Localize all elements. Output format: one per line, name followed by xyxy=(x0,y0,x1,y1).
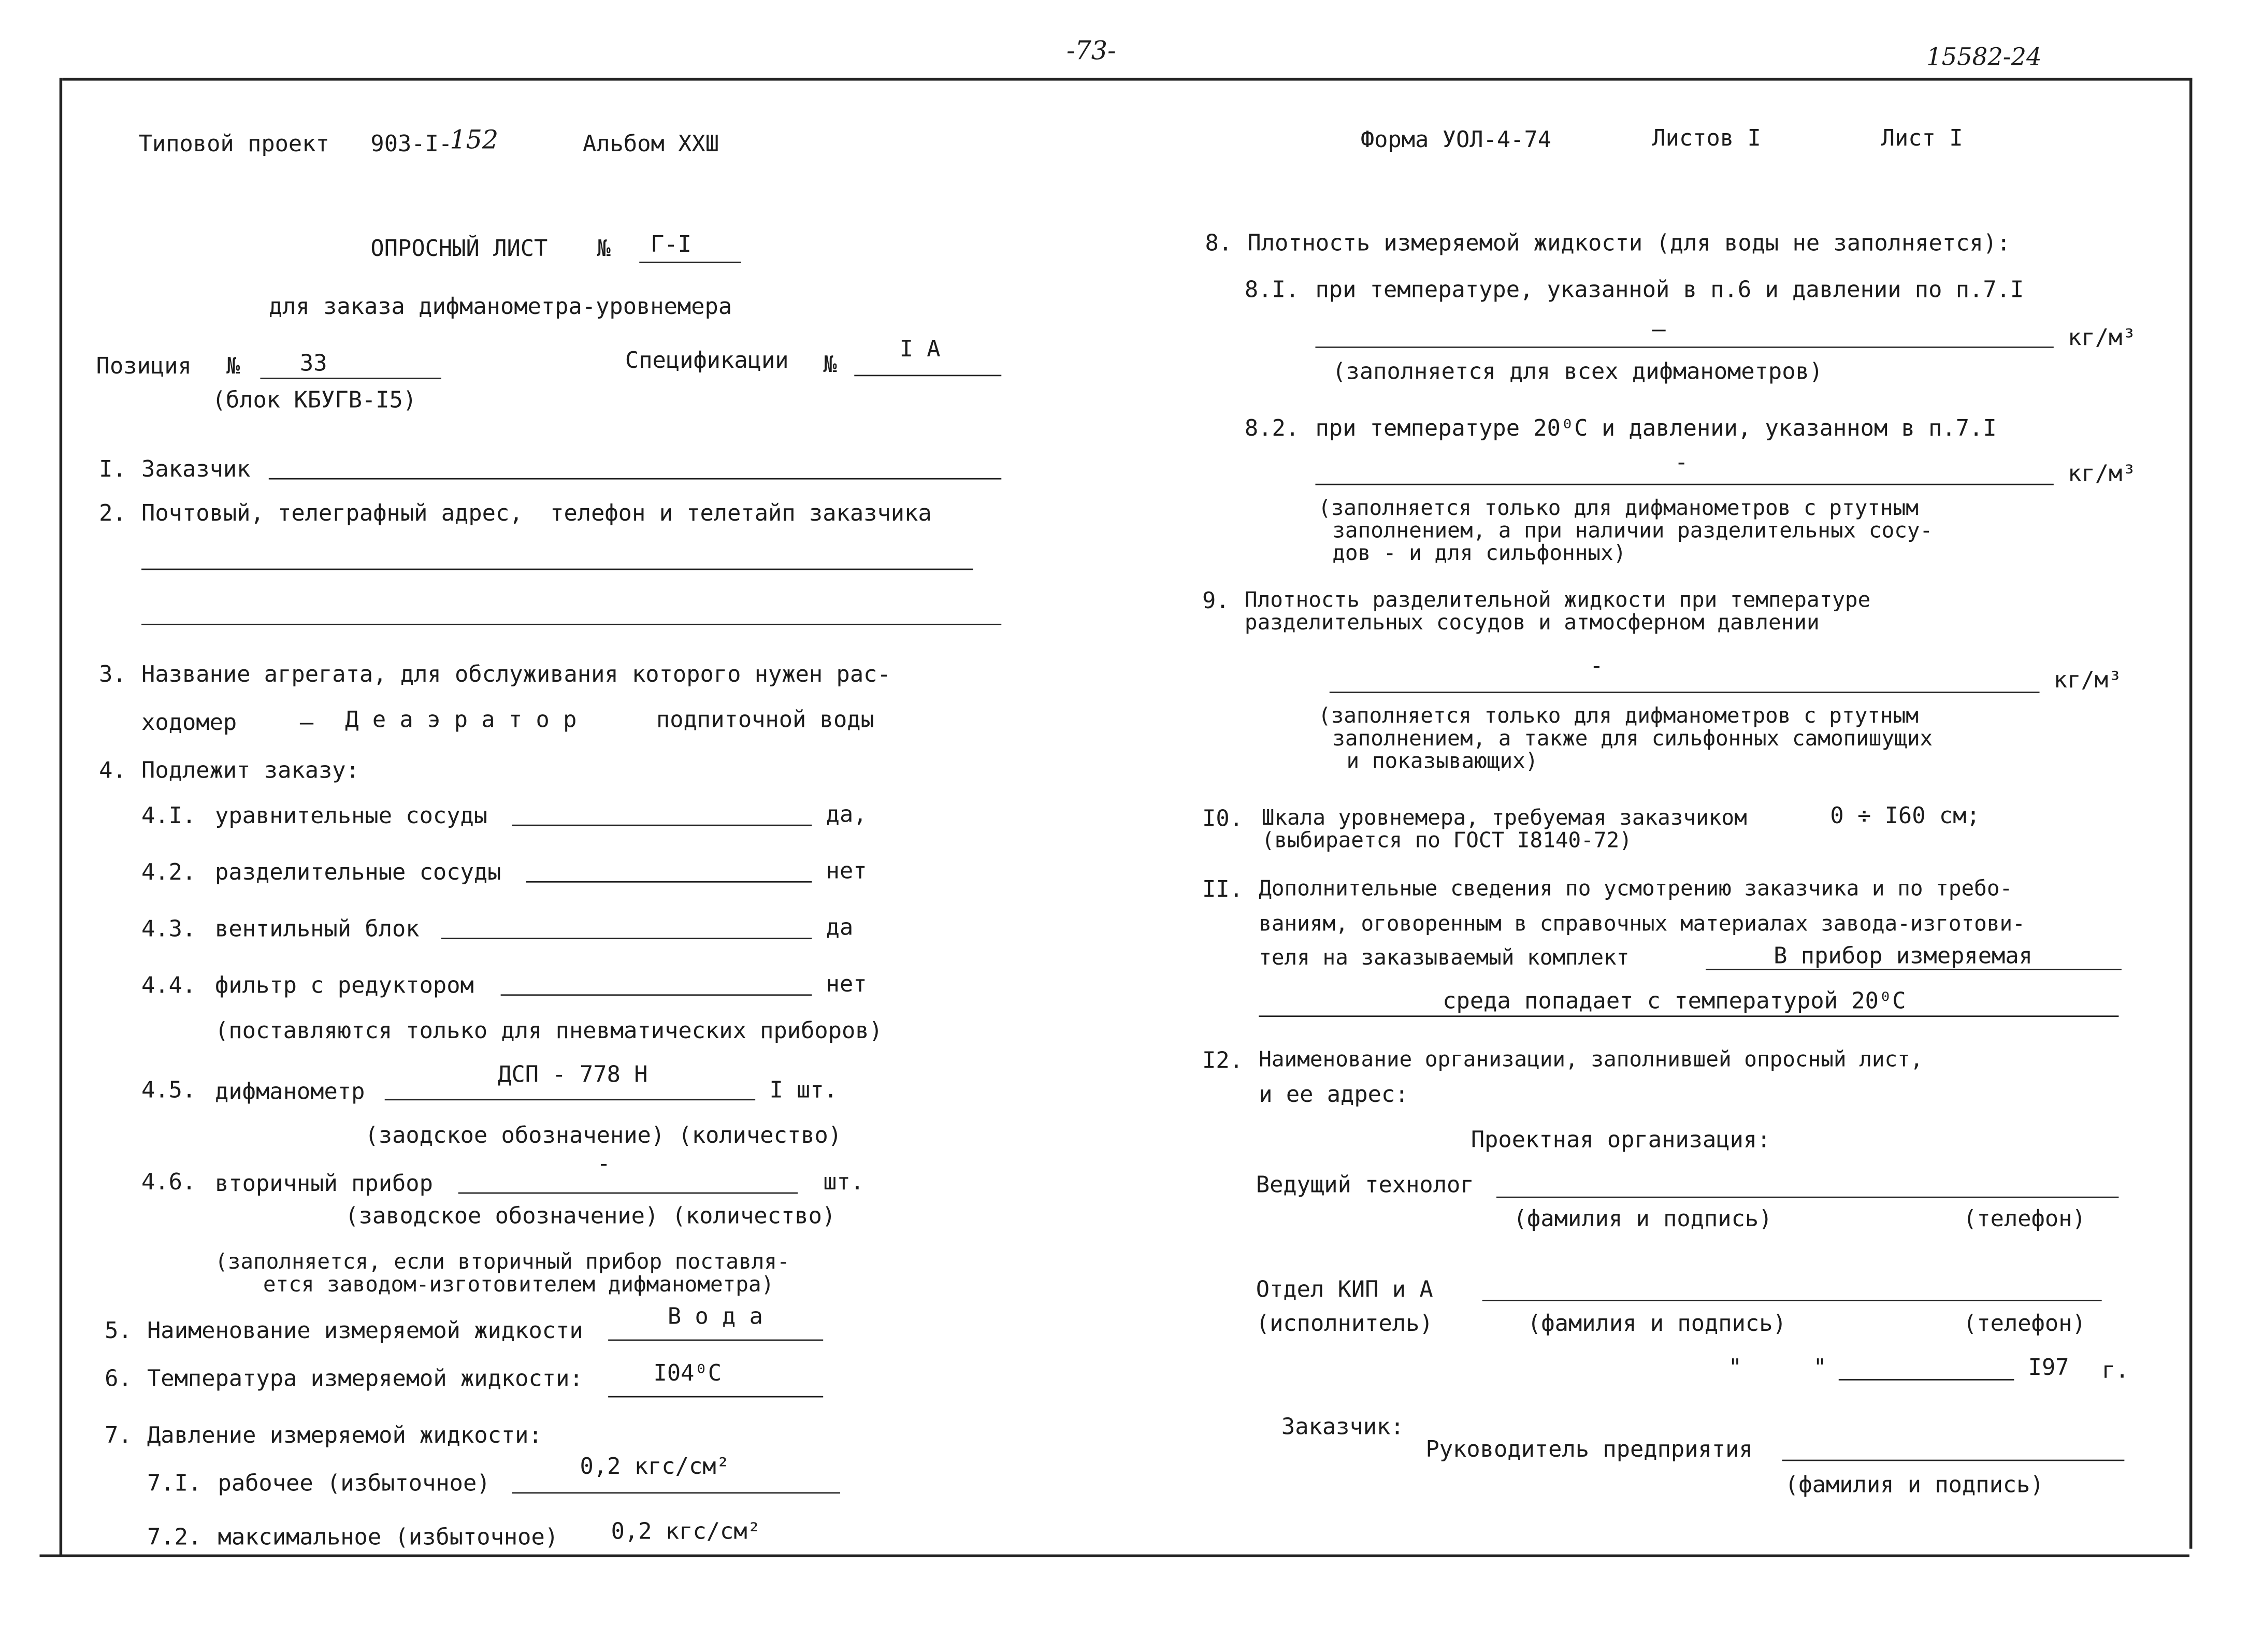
item-8-1-note: (заполняется для всех дифманометров) xyxy=(1332,357,1823,385)
item-4-1-value: да, xyxy=(826,800,867,828)
item-7-1-line xyxy=(512,1492,840,1493)
item-4-number: 4. xyxy=(99,756,126,784)
item-7-2-value: 0,2 кгс/см² xyxy=(611,1517,761,1545)
specification-number-sign: № xyxy=(823,351,837,378)
item-3-dash: – xyxy=(299,708,314,736)
sheets-total: Листов I xyxy=(1652,124,1761,152)
specification-value: I А xyxy=(899,335,941,362)
item-2-line-2 xyxy=(141,624,1001,625)
date-line xyxy=(1839,1379,2014,1381)
item-12-number: I2. xyxy=(1202,1046,1243,1074)
item-8-number: 8. xyxy=(1205,229,1233,256)
form-subtitle: для заказа дифманометра-уровнемера xyxy=(268,293,732,320)
item-1-label: Заказчик xyxy=(141,455,251,483)
item-3-line-1: Название агрегата, для обслуживания которого нужен рас- xyxy=(141,660,891,687)
executor-caption: (исполнитель) xyxy=(1256,1310,1433,1337)
item-6-value: I04⁰С xyxy=(653,1359,722,1386)
item-9-line-2: разделительных сосудов и атмосферном давлении xyxy=(1244,609,1820,635)
item-8-2-unit: кг/м³ xyxy=(2068,459,2136,487)
item-7-label: Давление измеряемой жидкости: xyxy=(147,1421,542,1448)
date-year-unit: г. xyxy=(2101,1356,2129,1384)
item-4-2-label: разделительные сосуды xyxy=(215,858,501,886)
item-5-line xyxy=(608,1340,823,1341)
enterprise-head-line xyxy=(1782,1460,2125,1461)
item-9-number: 9. xyxy=(1202,587,1230,614)
position-block: (блок КБУГВ-I5) xyxy=(212,386,417,413)
item-4-4-label: фильтр с редуктором xyxy=(215,971,474,999)
design-organization-label: Проектная организация: xyxy=(1471,1126,1771,1153)
item-11-line-value-2 xyxy=(1259,1015,2118,1017)
lead-technologist-signature-caption: (фамилия и подпись) xyxy=(1513,1205,1772,1232)
form-number: Г-I xyxy=(651,231,692,257)
kip-department-line xyxy=(1482,1300,2102,1301)
item-1-line xyxy=(269,478,1001,480)
item-4-1-number: 4.I. xyxy=(141,802,196,829)
item-3-number: 3. xyxy=(99,660,126,687)
kip-phone-caption: (телефон) xyxy=(1963,1310,2086,1337)
item-4-5-note: (заодское обозначение) (количество) xyxy=(365,1122,842,1149)
date-year: I97 xyxy=(2028,1353,2069,1381)
item-4-3-value: да xyxy=(826,913,854,941)
item-11-line-3: теля на заказываемый комплект xyxy=(1259,944,1630,970)
item-6-line xyxy=(608,1396,823,1398)
customer-label: Заказчик: xyxy=(1281,1413,1404,1440)
item-9-note-1: (заполняется только для дифманометров с ртутным xyxy=(1318,702,1919,729)
item-4-2-number: 4.2. xyxy=(141,858,196,886)
sheet-number: Лист I xyxy=(1881,124,1963,152)
specification-label: Спецификации xyxy=(625,346,789,374)
item-6-label: Температура измеряемой жидкости: xyxy=(147,1364,583,1392)
item-8-1-unit: кг/м³ xyxy=(2068,324,2136,351)
item-12-line-1: Наименование организации, заполнившей опросный лист, xyxy=(1259,1046,1923,1072)
item-5-number: 5. xyxy=(105,1316,132,1344)
item-7-1-value: 0,2 кгс/см² xyxy=(580,1453,730,1479)
specification-line xyxy=(854,375,1001,377)
date-close-quote: " xyxy=(1813,1353,1827,1381)
item-4-5-quantity: I шт. xyxy=(769,1076,838,1103)
item-9-unit: кг/м³ xyxy=(2053,666,2122,693)
item-5-value: В о д а xyxy=(667,1302,763,1330)
item-9-note-2: заполнением, а также для сильфонных самопишущих xyxy=(1332,725,1933,751)
item-4-4-line xyxy=(501,994,812,996)
item-11-line-2: ваниям, оговоренным в справочных материалах завода-изготови- xyxy=(1259,911,2025,937)
item-4-1-label: уравнительные сосуды xyxy=(215,802,488,829)
frame-left-line xyxy=(60,78,62,1556)
item-9-value: - xyxy=(1590,652,1604,679)
item-4-6-note: (заводское обозначение) (количество) xyxy=(345,1202,836,1229)
page-number: -73- xyxy=(1066,36,1116,67)
form-title: ОПРОСНЫЙ ЛИСТ xyxy=(370,235,548,262)
project-number: 903-I- xyxy=(370,130,453,157)
form-label: Форма УОЛ-4-74 xyxy=(1360,125,1552,153)
item-10-value: 0 ÷ I60 см; xyxy=(1830,802,1980,829)
item-7-1-number: 7.I. xyxy=(147,1469,202,1497)
kip-signature-caption: (фамилия и подпись) xyxy=(1527,1310,1786,1337)
item-8-2-note-3: дов - и для сильфонных) xyxy=(1332,540,1626,566)
item-4-3-label: вентильный блок xyxy=(215,915,420,942)
item-11-value-1: В прибор измеряемая xyxy=(1774,942,2033,969)
item-4-1-line xyxy=(512,825,812,826)
frame-right-line xyxy=(2189,78,2192,1549)
item-4-3-line xyxy=(441,938,812,939)
item-8-2-note-2: заполнением, а при наличии разделительных сосу- xyxy=(1332,518,1933,543)
item-8-2-note-1: (заполняется только для дифманометров с ртутным xyxy=(1318,495,1919,521)
item-9-line-1: Плотность разделительной жидкости при температуре xyxy=(1244,587,1871,613)
item-8-2-label: при температуре 20⁰С и давлении, указанном в п.7.I xyxy=(1315,414,1997,441)
number-sign: № xyxy=(597,235,611,262)
item-3-line-2: ходомер xyxy=(141,708,237,736)
item-6-number: 6. xyxy=(105,1364,132,1392)
item-8-2-value: - xyxy=(1675,448,1689,476)
enterprise-head-signature-caption: (фамилия и подпись) xyxy=(1785,1471,2044,1498)
enterprise-head-label: Руководитель предприятия xyxy=(1425,1435,1753,1463)
item-3-tail: подпиточной воды xyxy=(656,706,874,733)
item-4-6-label: вторичный прибор xyxy=(215,1169,433,1197)
lead-technologist-line xyxy=(1496,1197,2118,1198)
item-4-5-label: дифманометр xyxy=(215,1078,365,1105)
item-4-6-line xyxy=(458,1193,798,1194)
frame-bottom-line xyxy=(39,1555,2189,1557)
item-8-1-value: – xyxy=(1652,315,1666,342)
frame-top-line xyxy=(62,78,2192,80)
item-4-3-number: 4.3. xyxy=(141,915,196,942)
item-8-2-line xyxy=(1315,484,2053,485)
lead-technologist-label: Ведущий технолог xyxy=(1256,1171,1474,1198)
project-label: Типовой проект xyxy=(138,130,329,157)
position-value: 33 xyxy=(299,349,327,377)
item-3-value: Д е а э р а т о р xyxy=(345,706,577,733)
item-8-2-number: 8.2. xyxy=(1244,414,1300,441)
item-4-5-number: 4.5. xyxy=(141,1076,196,1103)
item-8-1-number: 8.I. xyxy=(1244,276,1300,303)
item-9-note-3: и показывающих) xyxy=(1346,748,1538,774)
item-10-note: (выбирается по ГОСТ I8140-72) xyxy=(1261,827,1632,853)
item-7-1-label: рабочее (избыточное) xyxy=(218,1469,491,1497)
item-5-label: Наименование измеряемой жидкости xyxy=(147,1316,583,1344)
item-7-number: 7. xyxy=(105,1421,132,1448)
item-4-4-note: (поставляются только для пневматических приборов) xyxy=(215,1017,883,1044)
item-1-number: I. xyxy=(99,455,126,483)
item-11-line-value-1 xyxy=(1706,969,2122,970)
item-10-number: I0. xyxy=(1202,805,1243,832)
item-4-6-number: 4.6. xyxy=(141,1168,196,1196)
item-11-value-2: среда попадает с температурой 20⁰С xyxy=(1443,987,1906,1014)
item-11-number: II. xyxy=(1202,875,1243,902)
position-line xyxy=(260,378,441,379)
project-number-handwritten: 152 xyxy=(450,125,499,156)
item-7-2-label: максимальное (избыточное) xyxy=(218,1523,559,1550)
kip-department-label: Отдел КИП и А xyxy=(1256,1275,1433,1303)
item-4-2-line xyxy=(526,881,812,883)
item-4-5-line xyxy=(385,1099,755,1100)
position-label: Позиция xyxy=(96,352,192,379)
item-8-1-label: при температуре, указанной в п.6 и давлении по п.7.I xyxy=(1315,276,2024,303)
item-4-label: Подлежит заказу: xyxy=(141,756,359,784)
item-4-6-value: - xyxy=(597,1150,611,1177)
date-open-quote: " xyxy=(1728,1353,1742,1381)
item-4-4-value: нет xyxy=(826,970,867,997)
item-4-4-number: 4.4. xyxy=(141,971,196,999)
item-2-number: 2. xyxy=(99,499,126,526)
item-7-2-number: 7.2. xyxy=(147,1523,202,1550)
item-4-6-note-2b: ется заводом-изготовителем дифманометра) xyxy=(263,1271,774,1297)
item-8-label: Плотность измеряемой жидкости (для воды не заполняется): xyxy=(1247,229,2011,256)
lead-technologist-phone-caption: (телефон) xyxy=(1963,1205,2086,1232)
item-9-line xyxy=(1330,692,2040,693)
album-label: Альбом ХХШ xyxy=(583,130,719,157)
item-2-label: Почтовый, телеграфный адрес, телефон и телетайп заказчика xyxy=(141,499,932,526)
item-2-line-1 xyxy=(141,569,973,570)
position-number-sign: № xyxy=(226,352,240,379)
item-10-label: Шкала уровнемера, требуемая заказчиком xyxy=(1261,805,1747,830)
item-12-line-2: и ее адрес: xyxy=(1259,1080,1409,1108)
document-number: 15582-24 xyxy=(1926,44,2042,73)
item-11-line-1: Дополнительные сведения по усмотрению заказчика и по требо- xyxy=(1259,875,2013,901)
item-4-6-note-2a: (заполняется, если вторичный прибор поставля- xyxy=(215,1248,790,1275)
item-4-2-value: нет xyxy=(826,857,867,884)
form-number-line xyxy=(639,262,741,263)
item-8-1-line xyxy=(1315,347,2053,348)
item-4-5-value: ДСП - 778 Н xyxy=(498,1060,648,1088)
item-4-6-unit: шт. xyxy=(823,1168,864,1196)
